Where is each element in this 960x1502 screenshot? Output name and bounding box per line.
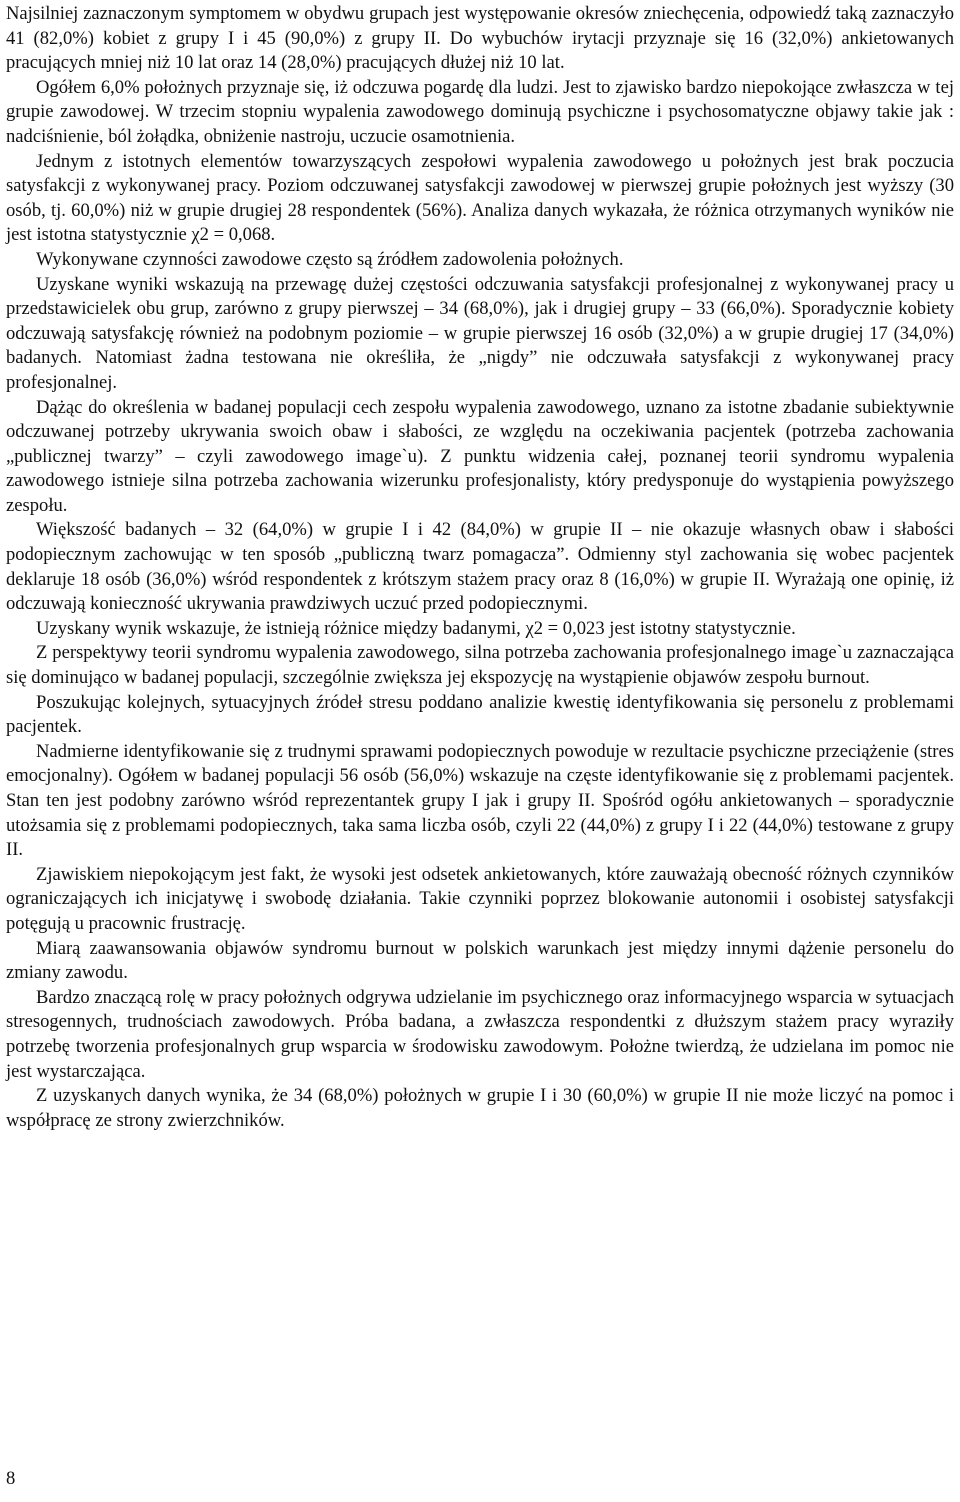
paragraph-10: Poszukując kolejnych, sytuacyjnych źródeł stresu poddano analizie kwestię identyfikowania się personelu z problemami pacjentek. (6, 691, 954, 738)
paragraph-9: Z perspektywy teorii syndromu wypalenia zawodowego, silna potrzeba zachowania profesjonalnego image`u zaznaczająca się dominująco w badanej populacji, szczególnie zwiększa jej ekspozycję na wystąpienie objawów zespołu burnout. (6, 642, 954, 689)
paragraph-14: Bardzo znaczącą rolę w pracy położnych odgrywa udzielanie im psychicznego oraz informacyjnego wsparcia w sytuacjach stresogennych, trudnościach zawodowych. Próba badana, a zwłaszcza respondentki z dłuższym stażem pracy wyraziły potrzebę tworzenia profesjonalnych grup wsparcia w środowisku zawodowym. Położne twierdzą, że udzielana im pomoc nie jest wystarczająca. (6, 986, 954, 1082)
paragraph-1: Najsilniej zaznaczonym symptomem w obydwu grupach jest występowanie okresów zniechęcenia, odpowiedź taką zaznaczyło 41 (82,0%) kobiet z grupy I i 45 (90,0%) z grupy II. Do wybuchów irytacji przyznaje się 16 (32,0%) ankietowanych pracujących mniej niż 10 lat oraz 14 (28,0%) pracujących dłużej niż 10 lat. (6, 3, 954, 74)
paragraph-3: Jednym z istotnych elementów towarzyszących zespołowi wypalenia zawodowego u położnych jest brak poczucia satysfakcji z wykonywanej pracy. Poziom odczuwanej satysfakcji zawodowej w pierwszej grupie położnych jest wyższy (30 osób, tj. 60,0%) niż w grupie drugiej 28 respondentek (56%). Analiza danych wykazała, że różnica otrzymanych wyników nie jest istotna statystycznie χ2 = 0,068. (6, 150, 954, 246)
paragraph-15: Z uzyskanych danych wynika, że 34 (68,0%) położnych w grupie I i 30 (60,0%) w grupie II nie może liczyć na pomoc i współpracę ze strony zwierzchników. (6, 1085, 954, 1131)
paragraph-13: Miarą zaawansowania objawów syndromu burnout w polskich warunkach jest między innymi dążenie personelu do zmiany zawodu. (6, 937, 954, 984)
paragraph-12: Zjawiskiem niepokojącym jest fakt, że wysoki jest odsetek ankietowanych, które zauważają obecność różnych czynników ograniczających ich inicjatywę i swobodę działania. Takie czynniki poprzez blokowanie autonomii i osobistej satysfakcji potęgują u pracownic frustrację. (6, 863, 954, 934)
paragraph-6: Dążąc do określenia w badanej populacji cech zespołu wypalenia zawodowego, uznano za istotne zbadanie subiektywnie odczuwanej potrzeby ukrywania swoich obaw i słabości, ze względu na oczekiwania pacjentek (potrzeba zachowania „publicznej twarzy” – czyli zawodowego image`u). Z punktu widzenia całej, poznanej teorii syndromu wypalenia zawodowego istnieje silna potrzeba zachowania wizerunku profesjonalisty, który predysponuje do wystąpienia powyższego zespołu. (6, 396, 954, 516)
paragraph-7: Większość badanych – 32 (64,0%) w grupie I i 42 (84,0%) w grupie II – nie okazuje własnych obaw i słabości podopiecznym zachowując w ten sposób „publiczną twarz pomagacza”. Odmienny styl zachowania się wobec pacjentek deklaruje 18 osób (36,0%) wśród respondentek z krótszym stażem pracy oraz 8 (16,0%) w grupie II. Wyrażają one opinię, iż odczuwają konieczność ukrywania prawdziwych uczuć przed podopiecznymi. (6, 519, 954, 615)
document-body (6, 2, 954, 1133)
paragraph-2: Ogółem 6,0% położnych przyznaje się, iż odczuwa pogardę dla ludzi. Jest to zjawisko bardzo niepokojące zwłaszcza w tej grupie zawodowej. W trzecim stopniu wypalenia zawodowego dominują psychiczne i psychosomatyczne objawy takie jak : nadciśnienie, ból żołądka, obniżenie nastroju, uczucie osamotnienia. (6, 76, 954, 147)
paragraph-8: Uzyskany wynik wskazuje, że istnieją różnice między badanymi, χ2 = 0,023 jest istotny statystycznie. (36, 617, 796, 639)
paragraph-4: Wykonywane czynności zawodowe często są źródłem zadowolenia położnych. (36, 248, 624, 270)
page-number: 8 (6, 1468, 16, 1489)
paragraph-11: Nadmierne identyfikowanie się z trudnymi sprawami podopiecznych powoduje w rezultacie psychiczne przeciążenie (stres emocjonalny). Ogółem w badanej populacji 56 osób (56,0%) wskazuje na częste identyfikowanie się z problemami pacjentek. Stan ten jest podobny zarówno wśród reprezentantek grupy I jak i grupy II. Spośród ogółu ankietowanych – sporadycznie utożsamia się z problemami podopiecznych, taka sama liczba osób, czyli 22 (44,0%) z grupy I i 22 (44,0%) testowane z grupy II. (6, 740, 954, 861)
paragraph-5: Uzyskane wyniki wskazują na przewagę dużej częstości odczuwania satysfakcji profesjonalnej z wykonywanej pracy u przedstawicielek obu grup, zarówno z grupy pierwszej – 34 (68,0%), jak i drugiej grupy – 33 (66,0%). Sporadycznie kobiety odczuwają satysfakcję również na podobnym poziomie – w grupie pierwszej 16 osób (32,0%) a w grupie drugiej 17 (34,0%) badanych. Natomiast żadna testowana nie określiła, że „nigdy” nie odczuwała satysfakcji z wykonywanej pracy profesjonalnej. (6, 273, 954, 393)
